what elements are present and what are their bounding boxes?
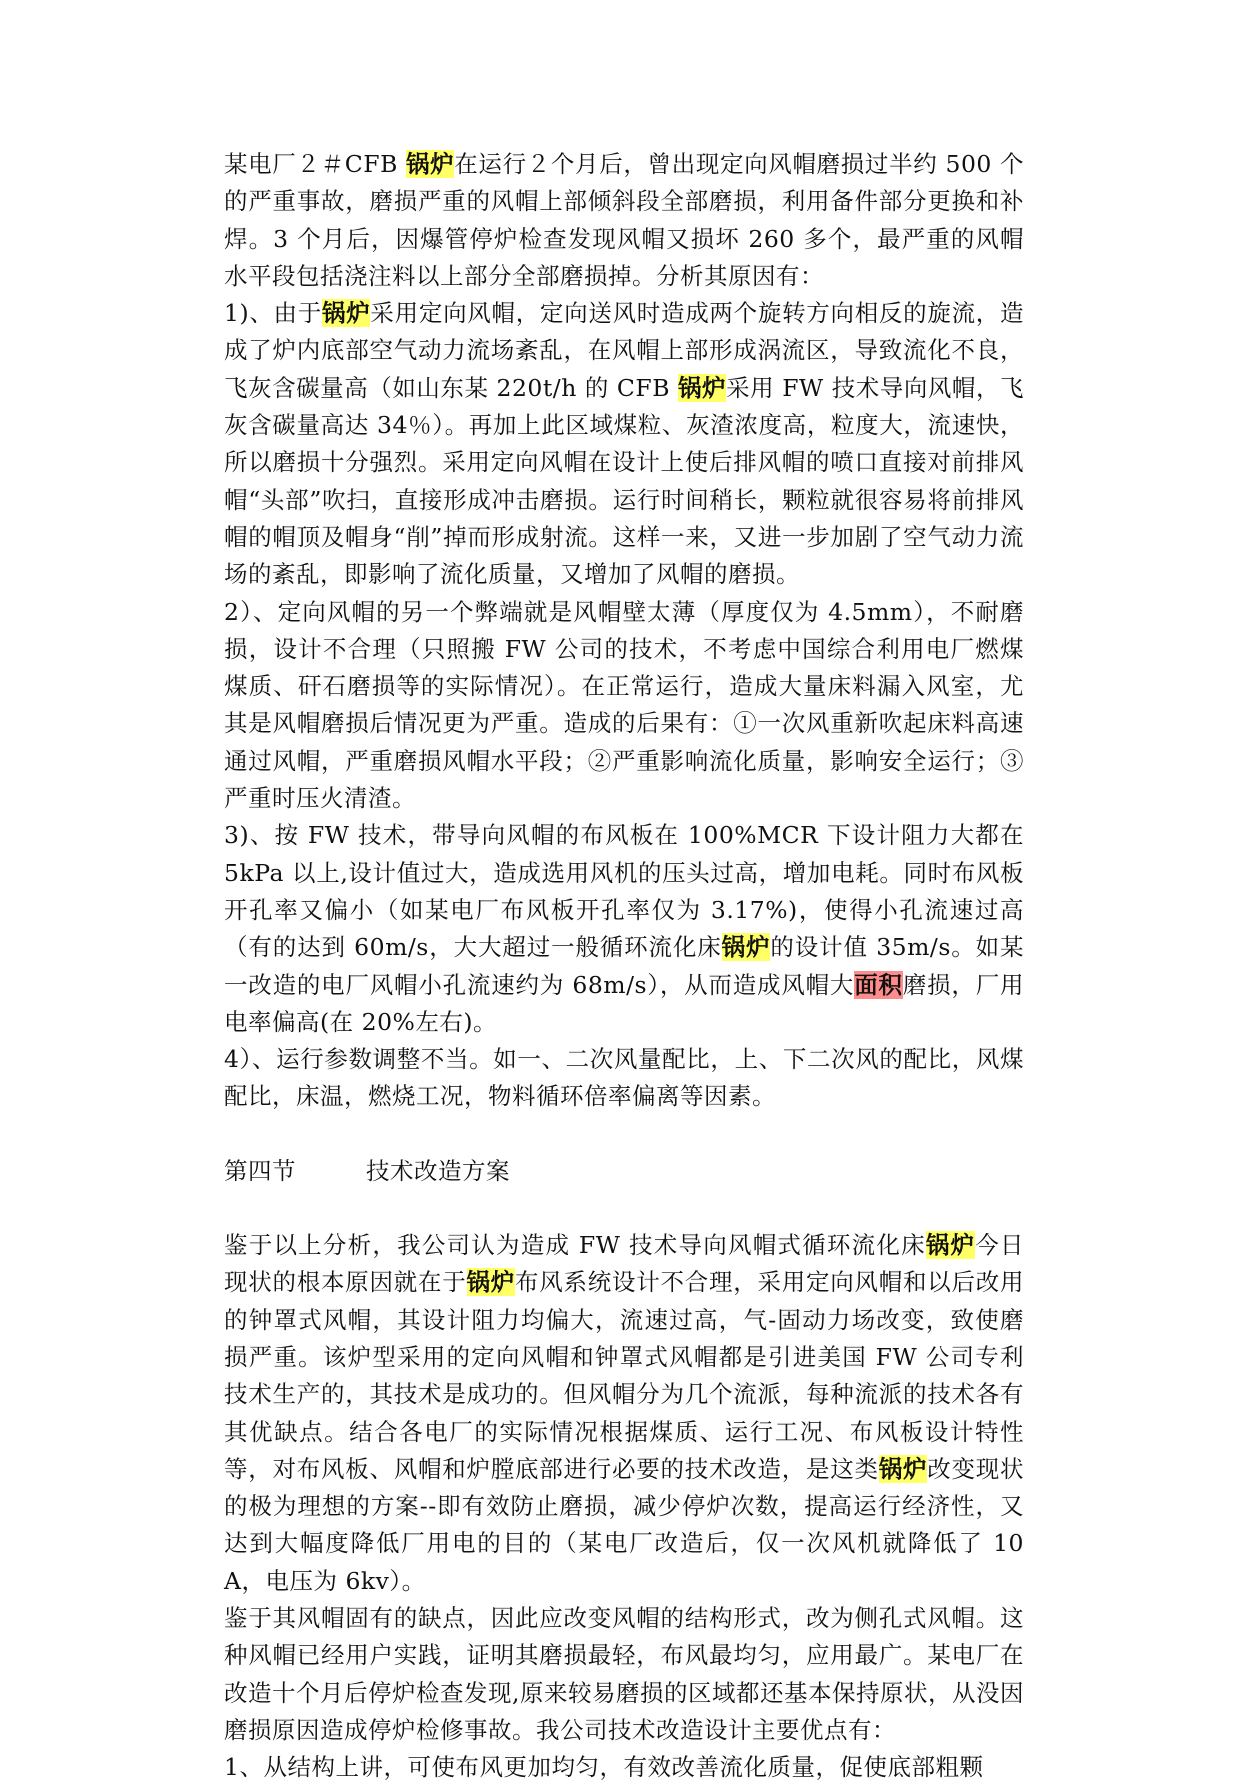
text-run: 4）、运行参数调整不当。如一、二次风量配比，上、下二次风的配比，风煤配比，床温，燃烧工况，物料循环倍率偏离等因素。 <box>224 1045 1024 1111</box>
paragraph <box>224 1041 1024 1116</box>
highlighted-keyword: 面积 <box>854 970 903 999</box>
paragraph <box>224 594 1024 818</box>
paragraph <box>224 1600 1024 1749</box>
text-run: 布风系统设计不合理，采用定向风帽和以后改用的钟罩式风帽，其设计阻力均偏大，流速过高，气-固动力场改变，致使磨损严重。该炉型采用的定向风帽和钟罩式风帽都是引进美国 FW 公司专利技术生产的，其技术是成功的。但风帽分为几个流派，每种流派的技术各有其优缺点。结合各电厂的实际情况根据煤质、运行工况、布风板设计特性等，对布风板、风帽和炉膛底部进行必要的技术改造，是这类 <box>224 1268 1024 1483</box>
text-run: 3)、按 FW 技术，带导向风帽的布风板在 100%MCR 下设计阻力大都在 5kPa 以上,设计值过大，造成选用风机的压头过高，增加电耗。同时布风板开孔率又偏小（如某电厂布风板开孔率仅为 3.17%)，使得小孔流速过高（有的达到 60m/s，大大超过一般循环流化床 <box>224 821 1024 962</box>
text-run: 的设计值 35m/s。如某一改造的电厂风帽小孔流速约为 68m/s），从而造成风帽大 <box>224 933 1024 999</box>
highlighted-keyword: 锅炉 <box>466 1268 515 1297</box>
spacer <box>224 1116 1024 1153</box>
section-number: 第四节 <box>224 1156 296 1185</box>
text-run: 改变现状的极为理想的方案--即有效防止磨损，减少停炉次数，提高运行经济性，又达到大幅度降低厂用电的目的（某电厂改造后，仅一次风机就降低了 10A，电压为 6kv）。 <box>224 1454 1024 1595</box>
section-title: 技术改造方案 <box>366 1156 510 1185</box>
highlighted-keyword: 锅炉 <box>405 150 455 178</box>
text-run: 采用定向风帽，定向送风时造成两个旋转方向相反的旋流，造成了炉内底部空气动力流场紊乱，在风帽上部形成涡流区，导致流化不良，飞灰含碳量高（如山东某 220t/h 的 CFB <box>224 299 1025 402</box>
highlighted-keyword: 锅炉 <box>925 1231 976 1260</box>
highlighted-keyword: 锅炉 <box>678 373 727 402</box>
analysis-section <box>224 146 1024 1116</box>
paragraph <box>224 817 1024 1041</box>
solution-section <box>224 1227 1024 1786</box>
paragraph <box>224 295 1024 593</box>
text-run: 某电厂２＃CFB <box>224 150 406 178</box>
text-run: 在运行２个月后，曾出现定向风帽磨损过半约 500 个的严重事故，磨损严重的风帽上部倾斜段全部磨损，利用备件部分更换和补焊。3 个月后，因爆管停炉检查发现风帽又损坏 260 多个，最严重的风帽水平段包括浇注料以上部分全部磨损掉。分析其原因有： <box>224 150 1025 290</box>
text-run: 鉴于以上分析，我公司认为造成 FW 技术导向风帽式循环流化床 <box>224 1231 926 1260</box>
document-body <box>224 146 1024 1786</box>
text-run: 采用 FW 技术导向风帽，飞灰含碳量高达 34％）。再加上此区域煤粒、灰渣浓度高，粒度大，流速快，所以磨损十分强烈。采用定向风帽在设计上使后排风帽的喷口直接对前排风帽“头部”吹扫，直接形成冲击磨损。运行时间稍长，颗粒就很容易将前排风帽的帽顶及帽身“削”掉而形成射流。这样一来，又进一步加剧了空气动力流场的紊乱，即影响了流化质量，又增加了风帽的磨损。 <box>224 373 1025 589</box>
spacer <box>224 1190 1024 1227</box>
highlighted-keyword: 锅炉 <box>721 933 771 962</box>
highlighted-keyword: 锅炉 <box>321 299 371 328</box>
text-run: 1)、由于 <box>224 299 322 328</box>
paragraph <box>224 146 1024 295</box>
text-run: 2）、定向风帽的另一个弊端就是风帽壁太薄（厚度仅为 4.5mm），不耐磨损，设计不合理（只照搬 FW 公司的技术，不考虑中国综合利用电厂燃煤煤质、矸石磨损等的实际情况）。在正常运行，造成大量床料漏入风室，尤其是风帽磨损后情况更为严重。造成的后果有：①一次风重新吹起床料高速通过风帽，严重磨损风帽水平段；②严重影响流化质量，影响安全运行；③严重时压火清渣。 <box>224 597 1024 813</box>
highlighted-keyword: 锅炉 <box>878 1454 928 1483</box>
text-run: 鉴于其风帽固有的缺点，因此应改变风帽的结构形式，改为侧孔式风帽。这种风帽已经用户实践，证明其磨损最轻，布风最均匀，应用最广。某电厂在改造十个月后停炉检查发现,原来较易磨损的区域都还基本保持原状，从没因磨损原因造成停炉检修事故。我公司技术改造设计主要优点有： <box>224 1603 1024 1744</box>
section-heading <box>224 1153 1024 1190</box>
text-run: 1、从结构上讲，可使布风更加均匀，有效改善流化质量，促使底部粗颗 <box>224 1753 984 1782</box>
text-run: 今日现状的根本原因就在于 <box>224 1231 1025 1297</box>
paragraph <box>224 1227 1024 1600</box>
text-run: 磨损，厂用电率偏高(在 20%左右)。 <box>224 970 1025 1036</box>
paragraph <box>224 1749 1024 1786</box>
